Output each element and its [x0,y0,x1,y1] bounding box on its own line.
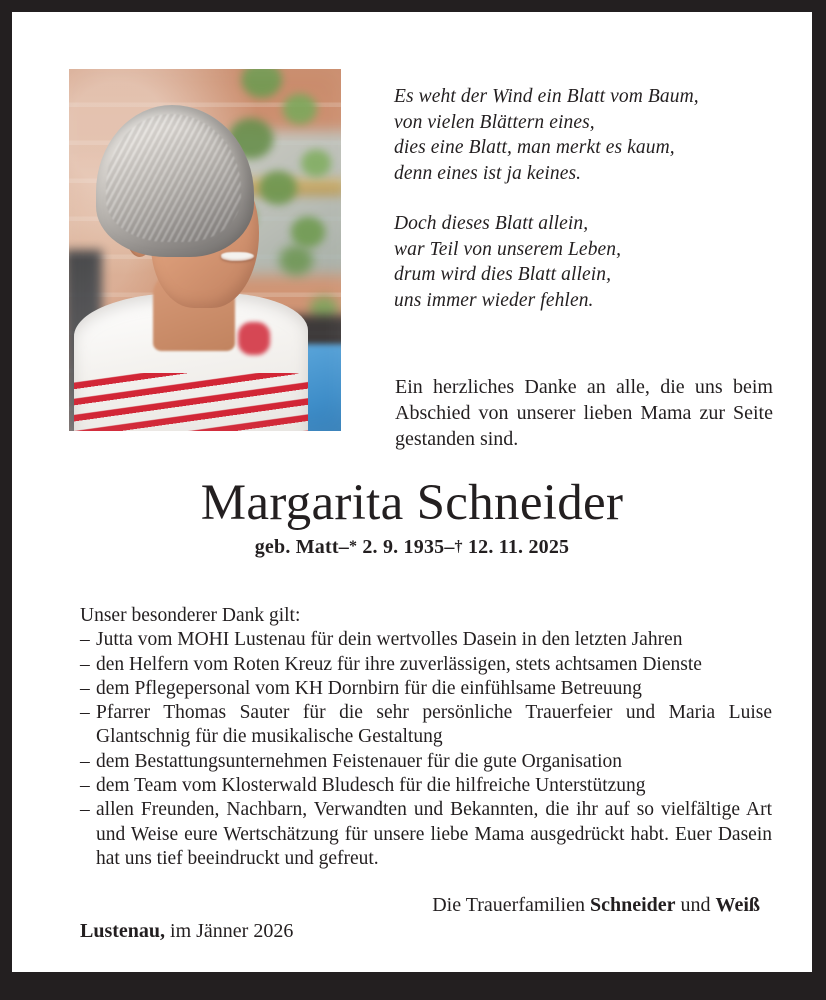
list-item-text: Jutta vom MOHI Lustenau für dein wertvolles Dasein in den letzten Jahren [96,629,683,651]
families-conjunction: und [680,894,711,916]
list-item-text: dem Bestattungsunternehmen Feistenauer für die gute Organisation [96,750,623,772]
list-dash-icon: – [80,677,90,699]
list-item [80,774,772,798]
list-dash-icon: – [80,750,90,772]
list-item [80,653,772,677]
portrait-photo [69,69,341,431]
verse-line: uns immer wieder fehlen. [394,289,594,311]
notice-date: im Jänner 2026 [170,920,294,942]
verse-line: drum wird dies Blatt allein, [394,264,612,285]
list-item-text: dem Team vom Klosterwald Bludesch für die hilfreiche Unterstützung [96,775,646,797]
verse-stanza-2 [394,211,766,313]
dates-separator-death: – [444,536,455,558]
deceased-dates [12,536,812,559]
birth-star-icon: * [348,538,358,555]
verse-line: Doch dieses Blatt allein, [394,213,589,234]
header-block [12,12,812,450]
birth-date: 2. 9. 1935 [362,536,445,558]
list-item-text: Pfarrer Thomas Sauter für die sehr persönliche Trauerfeier und Maria Luise Glantschnig für die musikalische Gestaltung [96,702,772,748]
list-dash-icon: – [80,653,90,675]
verse-line: war Teil von unserem Leben, [394,238,622,260]
thanks-section [80,604,772,871]
deceased-name: Margarita Schneider [200,475,624,531]
notice-sheet [12,12,812,972]
list-dash-icon: – [80,629,90,651]
list-item [80,750,772,774]
list-item [80,701,772,750]
list-item-text: dem Pflegepersonal vom KH Dornbirn für die einfühlsame Betreuung [96,677,642,699]
thanks-intro-paragraph: Ein herzliches Danke an alle, die uns beim Abschied von unserer lieben Mama zur Seite gestanden sind. [395,376,773,450]
death-date: 12. 11. 2025 [467,536,570,558]
list-item-text: allen Freunden, Nachbarn, Verwandten und Bekannten, die ihr auf so vielfältige Art und Weise eure Wertschätzung für unsere liebe Mama ausgedrückt habt. Euer Dasein hat uns tief beeindruckt und gefreut. [96,799,772,869]
verse-line: dies eine Blatt, man merkt es kaum, [394,137,675,158]
thanks-list [80,628,772,871]
list-item [80,798,772,871]
verse-line: denn eines ist ja keines. [394,162,582,184]
place-and-date [80,918,293,944]
portrait-image [69,69,341,431]
list-dash-icon: – [80,702,90,724]
list-item [80,628,772,652]
maiden-name: geb. Matt [254,536,339,558]
list-dash-icon: – [80,775,90,797]
list-dash-icon: – [80,799,90,821]
name-block [12,475,812,559]
families-prefix: Die Trauerfamilien [432,894,585,916]
verse-line: Es weht der Wind ein Blatt vom Baum, [394,86,699,107]
list-item [80,677,772,701]
thanks-lead: Unser besonderer Dank gilt: [80,605,301,626]
family-name-two: Weiß [715,894,760,916]
verse-line: von vielen Blättern eines, [394,111,595,133]
list-item-text: den Helfern vom Roten Kreuz für ihre zuverlässigen, stets achtsamen Dienste [96,653,702,675]
memorial-verse [394,84,766,313]
mourning-families [432,892,760,918]
verse-stanza-1 [394,84,766,186]
death-cross-icon: † [454,538,463,555]
place-name: Lustenau, [80,920,166,942]
dates-separator-birth: – [338,536,349,558]
family-name-one: Schneider [589,894,676,916]
photo-overlay [69,69,341,431]
